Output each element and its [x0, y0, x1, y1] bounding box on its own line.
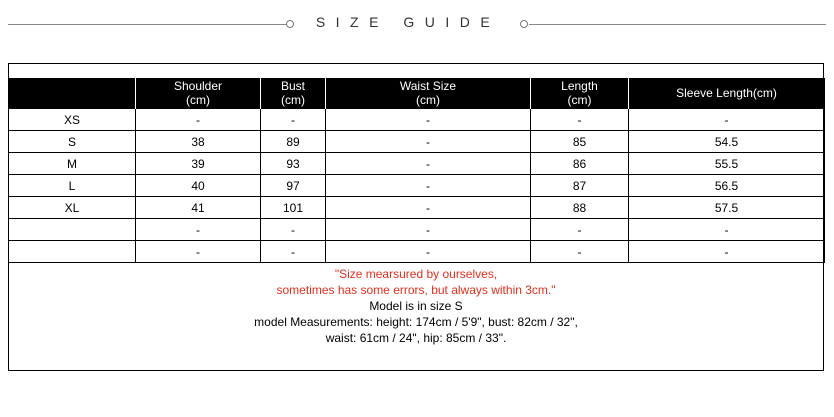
sleeve-length-cell: - [629, 219, 825, 241]
sleeve-length-cell: - [629, 241, 825, 263]
waist-cell: - [326, 241, 531, 263]
waist-cell: - [326, 197, 531, 219]
length-cell: - [531, 241, 629, 263]
size-cell [9, 219, 136, 241]
measurement-notes [8, 266, 824, 346]
size-cell: M [9, 153, 136, 175]
length-cell: - [531, 219, 629, 241]
page-title: SIZE GUIDE [315, 14, 501, 30]
sleeve-length-cell: 57.5 [629, 197, 825, 219]
bust-cell: 101 [261, 197, 326, 219]
bust-cell: - [261, 219, 326, 241]
circle-ornament-icon [286, 20, 294, 28]
table-header-row [9, 78, 825, 109]
length-cell: - [531, 109, 629, 131]
column-header-shoulder: Shoulder (cm) [136, 78, 261, 109]
sleeve-length-cell: 55.5 [629, 153, 825, 175]
circle-ornament-icon [520, 20, 528, 28]
sleeve-length-cell: - [629, 109, 825, 131]
bust-cell: 97 [261, 175, 326, 197]
shoulder-cell: 38 [136, 131, 261, 153]
waist-cell: - [326, 153, 531, 175]
shoulder-cell: 39 [136, 153, 261, 175]
bust-cell: - [261, 241, 326, 263]
column-header-size [9, 78, 136, 109]
table-row [9, 109, 825, 131]
sleeve-length-cell: 54.5 [629, 131, 825, 153]
size-cell: S [9, 131, 136, 153]
bust-cell: 93 [261, 153, 326, 175]
size-cell [9, 241, 136, 263]
table-row [9, 175, 825, 197]
shoulder-cell: - [136, 241, 261, 263]
waist-cell: - [326, 131, 531, 153]
shoulder-cell: 41 [136, 197, 261, 219]
shoulder-cell: 40 [136, 175, 261, 197]
length-cell: 88 [531, 197, 629, 219]
size-chart-table [8, 78, 825, 263]
column-header-sleeve-length: Sleeve Length(cm) [629, 78, 825, 109]
size-guide-header [0, 0, 834, 50]
table-row [9, 197, 825, 219]
waist-cell: - [326, 175, 531, 197]
waist-cell: - [326, 109, 531, 131]
shoulder-cell: - [136, 109, 261, 131]
length-cell: 87 [531, 175, 629, 197]
column-header-waist: Waist Size (cm) [326, 78, 531, 109]
bust-cell: - [261, 109, 326, 131]
column-header-length: Length (cm) [531, 78, 629, 109]
size-cell: L [9, 175, 136, 197]
column-header-bust: Bust (cm) [261, 78, 326, 109]
bust-cell: 89 [261, 131, 326, 153]
disclaimer-line-1: "Size mearsured by ourselves, [334, 267, 498, 281]
table-row [9, 131, 825, 153]
model-measurements-text: model Measurements: height: 174cm / 5'9", bust: 82cm / 32", [254, 315, 578, 329]
title-divider-left [8, 24, 288, 25]
length-cell: 86 [531, 153, 629, 175]
size-cell: XS [9, 109, 136, 131]
size-cell: XL [9, 197, 136, 219]
title-divider-right [529, 24, 826, 25]
table-row [9, 153, 825, 175]
length-cell: 85 [531, 131, 629, 153]
table-row [9, 241, 825, 263]
model-size-text: Model is in size S [369, 299, 463, 313]
table-row [9, 219, 825, 241]
waist-cell: - [326, 219, 531, 241]
disclaimer-line-2: sometimes has some errors, but always within 3cm." [276, 283, 556, 297]
model-measurements-text-cont: waist: 61cm / 24", hip: 85cm / 33". [325, 331, 507, 345]
sleeve-length-cell: 56.5 [629, 175, 825, 197]
shoulder-cell: - [136, 219, 261, 241]
